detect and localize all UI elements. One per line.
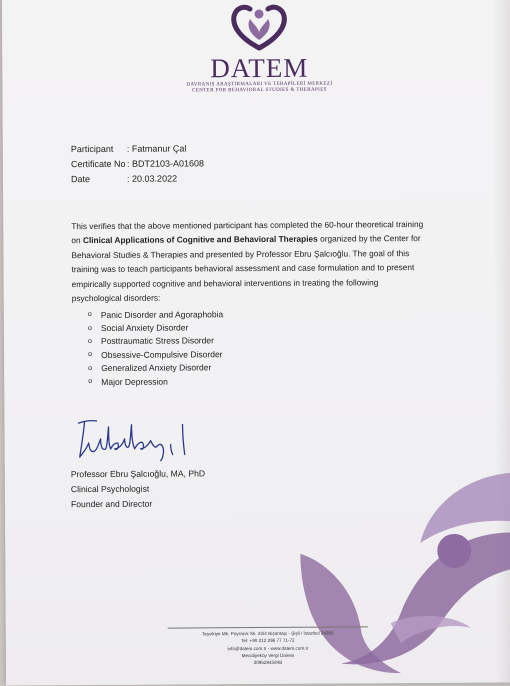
- org-subtitle-en: CENTER FOR BEHAVIORAL STUDIES & THERAPIES: [192, 87, 327, 94]
- signer-title: Clinical Psychologist: [70, 483, 150, 495]
- certificate-page: [2, 0, 510, 686]
- footer-tax-office: Mecidiyeköy Vergi Dairesi: [241, 652, 295, 659]
- list-item: o Posttraumatic Stress Disorder: [87, 335, 214, 347]
- bullet-icon: o: [87, 324, 92, 332]
- lotus-heart-icon: [228, 2, 290, 52]
- footer-tax-no: 3095284584B: [253, 660, 283, 666]
- bullet-icon: o: [88, 351, 93, 359]
- list-item: o Panic Disorder and Agoraphobia: [87, 308, 224, 320]
- date-value: : 20.03.2022: [126, 173, 178, 184]
- participant-row: [71, 143, 204, 159]
- participant-value: : Fatmanur Çal: [126, 143, 187, 154]
- bullet-icon: o: [87, 337, 92, 346]
- certificate-details: [71, 143, 204, 189]
- date-row: [71, 173, 204, 189]
- handwritten-signature: [70, 414, 200, 465]
- org-subtitle-tr: DAVRANIŞ ARAŞTIRMALARI VE TERAPİLERİ MERKEZİ: [186, 81, 333, 88]
- statement-part-1: This verifies that the above mentioned participant has completed the 60-hour theoretical training on: [71, 219, 424, 246]
- list-item: o Generalized Anxiety Disorder: [88, 362, 212, 374]
- footer-address: Teşvikiye Mh. Poyracık Sk. 43/4 Nişantaşı - Şişli / İstanbul 34365: [201, 630, 334, 637]
- certificate-no-value: : BDT2103-A01608: [126, 158, 205, 169]
- certificate-statement: [71, 217, 424, 306]
- datem-logo: [174, 1, 345, 94]
- list-item: o Social Anxiety Disorder: [87, 322, 189, 334]
- participant-label: Participant: [70, 143, 114, 155]
- footer-tel: Tel: +90 212 296 77 71-72: [241, 638, 295, 644]
- course-title: Clinical Applications of Cognitive and Behavioral Therapies: [82, 234, 318, 246]
- certificate-no-row: [71, 158, 204, 174]
- signer-block: [71, 466, 205, 512]
- footer-contact: [168, 626, 368, 667]
- list-item: o Obsessive-Compulsive Disorder: [88, 349, 223, 360]
- signer-role: Founder and Director: [70, 498, 153, 510]
- bullet-icon: o: [88, 378, 93, 386]
- list-item: o Major Depression: [88, 376, 168, 387]
- org-name: DATEM: [210, 52, 309, 84]
- certificate-no-label: Certificate No: [70, 158, 126, 170]
- date-label: Date: [70, 174, 91, 185]
- footer-contact-line: info@datem.com.tr - www.datem.com.tr: [227, 645, 309, 651]
- signer-name: Professor Ebru Şalcıoğlu, MA, PhD: [70, 468, 206, 480]
- disorder-list: [88, 307, 224, 388]
- statement-part-2: organized by the Center for Behavioral Studies & Therapies and presented by Professor Ebru Şalcıoğlu. The goal of this training was to teach participants behavioral assessment and case formulation and to present empirically supported cognitive and behavioral interventions in treating the following psychological disorders:: [71, 233, 421, 304]
- bullet-icon: o: [88, 364, 93, 372]
- bullet-icon: o: [87, 311, 92, 319]
